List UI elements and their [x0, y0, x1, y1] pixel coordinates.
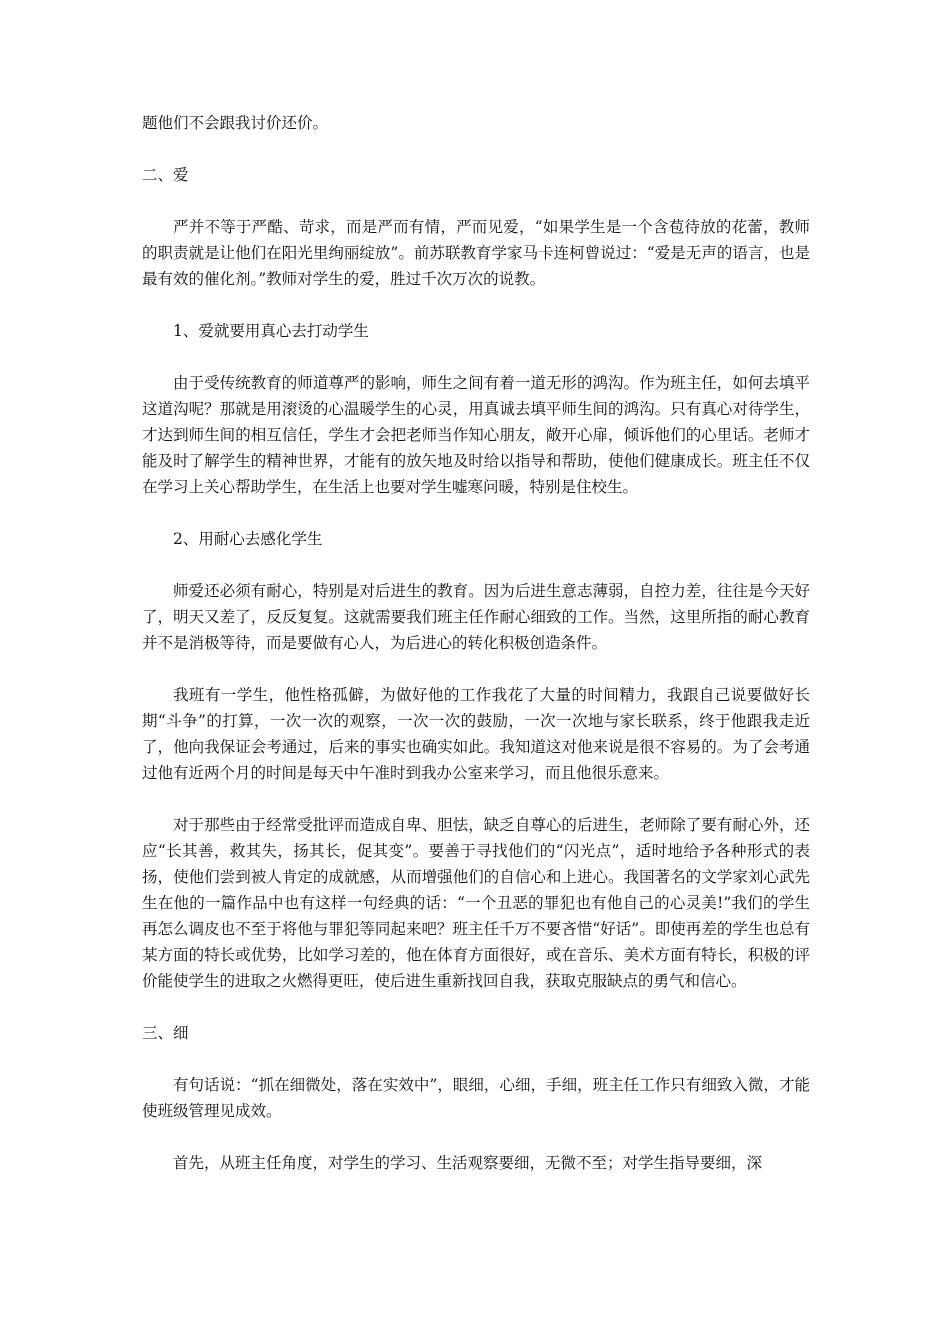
paragraph: 对于那些由于经常受批评而造成自卑、胆怯，缺乏自尊心的后进生，老师除了要有耐心外，还应“长其善，救其失，扬其长，促其变”。要善于寻找他们的“闪光点”，适时地给予各种形式的表扬，使他们尝到被人肯定的成就感，从而增强他们的自信心和上进心。我国著名的文学家刘心武先生在他的一篇作品中也有这样一句经典的话：“一个丑恶的罪犯也有他自己的心灵美!”我们的学生再怎么调皮也不至于将他与罪犯等同起来吧？班主任千万不要吝惜“好话”。即使再差的学生也总有某方面的特长或优势，比如学习差的，他在体育方面很好，或在音乐、美术方面有特长，积极的评价能使学生的进取之火燃得更旺，使后进生重新找回自我，获取克服缺点的勇气和信心。	[142, 816, 810, 990]
section-heading-love: 二、爱	[142, 166, 189, 184]
paragraph: 我班有一学生，他性格孤僻，为做好他的工作我花了大量的时间精力，我跟自己说要做好长期“斗争”的打算，一次一次的观察，一次一次的鼓励，一次一次地与家长联系，终于他跟我走近了，他向我保证会考通过，后来的事实也确实如此。我知道这对他来说是很不容易的。为了会考通过他有近两个月的时间是每天中午准时到我办公室来学习，而且他很乐意来。	[142, 686, 810, 782]
paragraph: 严并不等于严酷、苛求，而是严而有情，严而见爱，“如果学生是一个含苞待放的花蕾，教师的职责就是让他们在阳光里绚丽绽放”。前苏联教育学家马卡连柯曾说过：“爱是无声的语言，也是最有效的催化剂。”教师对学生的爱，胜过千次万次的说教。	[142, 218, 810, 288]
paragraph: 有句话说：“抓在细微处，落在实效中”，眼细，心细，手细，班主任工作只有细致入微，才能使班级管理见成效。	[142, 1076, 810, 1120]
paragraph: 师爱还必须有耐心，特别是对后进生的教育。因为后进生意志薄弱，自控力差，往往是今天好了，明天又差了，反反复复。这就需要我们班主任作耐心细致的工作。当然，这里所指的耐心教育并不是消极等待，而是要做有心人，为后进心的转化积极创造条件。	[142, 582, 810, 652]
subsection-heading-sincerity: 1、爱就要用真心去打动学生	[173, 322, 369, 340]
paragraph-truncated: 首先，从班主任角度，对学生的学习、生活观察要细，无微不至；对学生指导要细，深	[173, 1154, 763, 1172]
paragraph: 由于受传统教育的师道尊严的影响，师生之间有着一道无形的鸿沟。作为班主任，如何去填平这道沟呢？那就是用滚烫的心温暖学生的心灵，用真诚去填平师生间的鸿沟。只有真心对待学生，才达到师生间的相互信任，学生才会把老师当作知心朋友，敞开心扉，倾诉他们的心里话。老师才能及时了解学生的精神世界，才能有的放矢地及时给以指导和帮助，使他们健康成长。班主任不仅在学习上关心帮助学生，在生活上也要对学生嘘寒问暖，特别是住校生。	[142, 374, 810, 496]
paragraph-continuation: 题他们不会跟我讨价还价。	[142, 114, 329, 132]
document-body	[142, 110, 810, 1202]
section-heading-detail: 三、细	[142, 1024, 189, 1042]
subsection-heading-patience: 2、用耐心去感化学生	[173, 530, 323, 548]
